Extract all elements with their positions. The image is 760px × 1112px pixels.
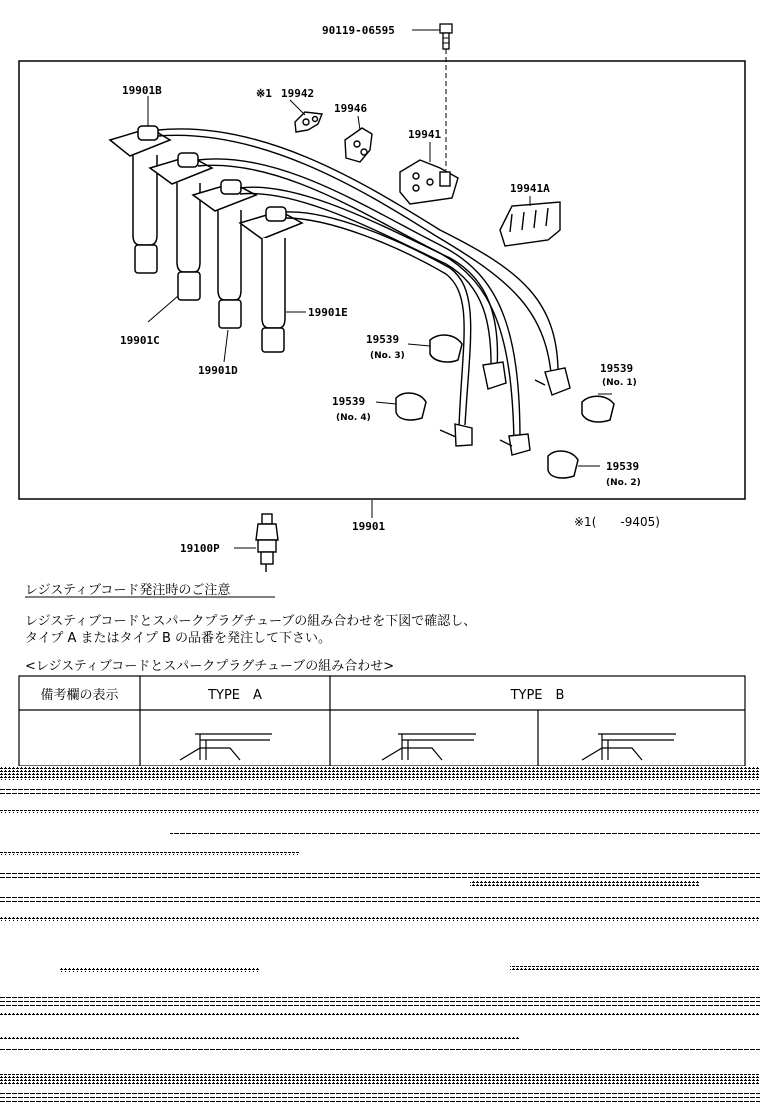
label-cord-no3: 19901D [198, 364, 238, 377]
table-title: <レジスティブコードとスパークプラグチューブの組み合わせ> [25, 659, 395, 674]
cord-boot-no4 [240, 207, 302, 352]
cord-boot-no2 [150, 153, 212, 300]
col-header-type-a: TYPE A [208, 688, 262, 703]
diagram-frame [19, 61, 745, 499]
clamp-19942-icon [295, 112, 322, 132]
cap-no4-icon [396, 393, 426, 420]
cap-no1-icon [582, 396, 614, 422]
label-spark-plug: 19100P [180, 542, 220, 555]
clamp-19941a-icon [500, 202, 560, 246]
label-cap4: 19539 [606, 460, 640, 473]
label-clamp-d: 19941A [510, 182, 550, 195]
clamp-19946-icon [345, 128, 372, 162]
label-cap1-no: (No. 3) [370, 351, 405, 361]
col-header-type-b: TYPE B [510, 688, 565, 703]
label-clamp-a: 19942 [281, 87, 315, 100]
label-cap2-no: (No. 1) [602, 378, 637, 388]
cord-boot-no3 [193, 180, 256, 328]
label-cap3: 19539 [332, 395, 366, 408]
label-cap3-no: (No. 4) [336, 413, 371, 423]
col-header-remark: 備考欄の表示 [40, 688, 119, 703]
label-cord-no2: 19901C [120, 334, 160, 347]
label-clamp-c: 19941 [408, 128, 442, 141]
cord-boot-no1 [110, 126, 170, 273]
bolt-icon [440, 24, 452, 170]
label-clamp-b: 19946 [334, 102, 368, 115]
label-clamp-a-mark: ※1 [256, 87, 272, 100]
table-sketch-icons [180, 734, 676, 760]
label-cord-no1: 19901B [122, 84, 162, 97]
spark-plug-icon [256, 514, 278, 572]
label-footnote: ※1( -9405) [574, 515, 660, 529]
label-cap2: 19539 [600, 362, 634, 375]
cap-no3-icon [430, 335, 462, 362]
notice-line2: タイプ A またはタイプ B の品番を発注して下さい。 [25, 631, 332, 646]
clamp-19941-icon [400, 160, 458, 204]
label-cord-no4: 19901E [308, 306, 348, 319]
notice-heading: レジスティブコード発注時のご注意 [25, 583, 231, 598]
leader-lines [148, 96, 612, 548]
cap-no2-icon [548, 451, 578, 478]
label-set: 19901 [352, 520, 386, 533]
label-cap4-no: (No. 2) [606, 478, 641, 488]
scan-noise-region [0, 766, 760, 1104]
label-cap1: 19539 [366, 333, 400, 346]
notice-line1: レジスティブコードとスパークプラグチューブの組み合わせを下図で確認し、 [25, 614, 477, 629]
label-bolt: 90119-06595 [322, 24, 395, 37]
